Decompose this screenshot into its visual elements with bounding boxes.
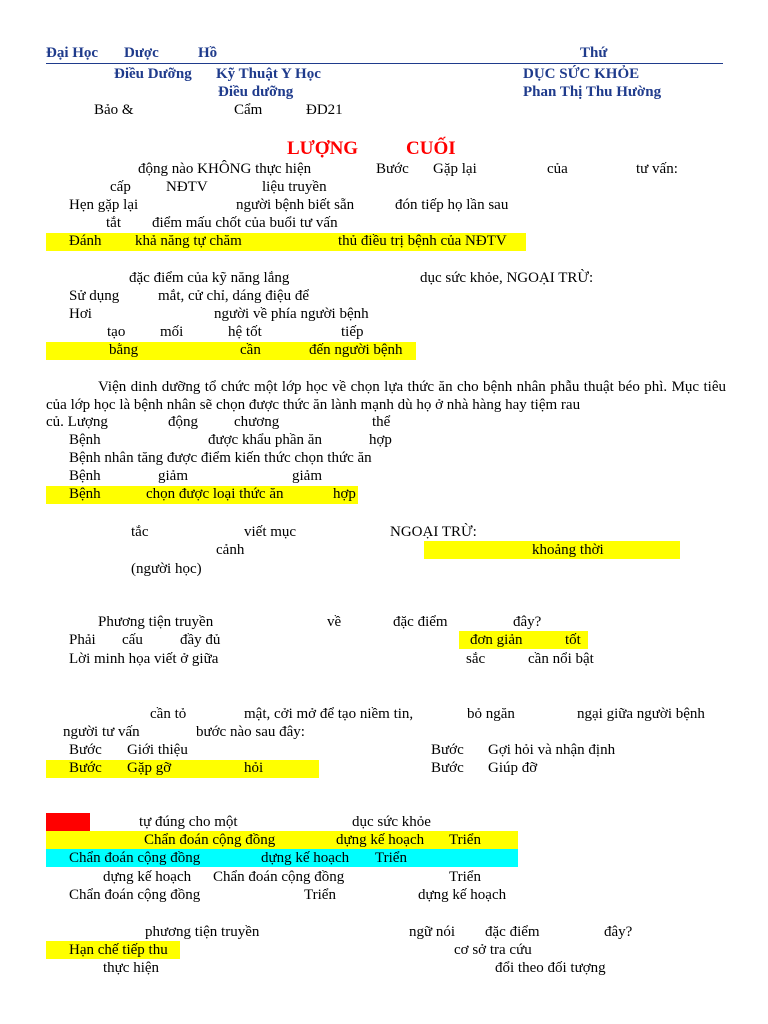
q3-opt1-b: được khẩu phần ăn: [208, 432, 322, 448]
q1-ans-a: Đánh: [69, 233, 102, 249]
q5-stem-c: đặc điểm: [393, 614, 448, 630]
q1-opt2-b: điểm mấu chốt của buổi tư vấn: [152, 215, 338, 231]
q5-opt1-e: tốt: [565, 632, 581, 648]
q5-stem-a: Phương tiện truyền: [98, 614, 214, 630]
q1-stem-b: Bước: [376, 161, 409, 177]
q3-opt1-a: Bệnh: [69, 432, 101, 448]
q6-opt2-a: Bước: [431, 742, 464, 758]
q5-opt2-c: cần nổi bật: [528, 651, 594, 667]
q4-stem-a: tắc: [131, 524, 149, 540]
q6-stem-c: bỏ ngăn: [467, 706, 515, 722]
q6-opt4-b: Giúp đỡ: [488, 760, 538, 776]
q2-ans-a: bằng: [109, 342, 139, 358]
q1-opt2-a: tắt: [106, 215, 121, 231]
q8-stem-a: phương tiện truyền: [145, 924, 260, 940]
q7-opt2-c: Triển: [375, 850, 407, 866]
q2-stem-a: đặc điểm của kỹ năng lắng: [129, 270, 290, 286]
q2-ans-b: cần: [240, 342, 261, 358]
q3-ans-c: hợp: [333, 486, 356, 502]
q1-stem-d: của: [547, 161, 568, 177]
header-duoc: Dược: [124, 45, 159, 61]
q1-ans-c: thủ điều trị bệnh của NĐTV: [338, 233, 507, 249]
q2-opt2-a: Hơi: [69, 306, 92, 322]
q5-opt1-d: đơn giản: [470, 632, 523, 648]
q7-opt4-a: Chẩn đoán cộng đồng: [69, 887, 201, 903]
q4-stem-c: NGOẠI TRỪ:: [390, 524, 477, 540]
q3-opt3-a: Bệnh: [69, 468, 101, 484]
q3-cont-d: thể: [372, 414, 391, 430]
q7-opt3-b: Chẩn đoán cộng đồng: [213, 869, 345, 885]
q2-opt3-c: hệ tốt: [228, 324, 262, 340]
q8-opt2: cơ sở tra cứu: [454, 942, 532, 958]
q2-opt3-d: tiếp: [341, 324, 364, 340]
q2-stem-b: dục sức khỏe, NGOẠI TRỪ:: [420, 270, 594, 286]
header-bao: Bảo &: [94, 102, 134, 118]
q7-opt2-a: Chẩn đoán cộng đồng: [69, 850, 201, 866]
q6-opt2-b: Gợi hỏi và nhận định: [488, 742, 616, 758]
header-dieu-duong-2: Điều dưỡng: [218, 84, 294, 100]
q7-opt1-b: dựng kế hoạch: [336, 832, 425, 848]
q7-opt1-highlight: [46, 831, 518, 849]
title-cuoi: CUỐI: [406, 138, 456, 159]
q4-line2-b: khoảng thời: [532, 542, 604, 558]
q3-opt2: Bệnh nhân tăng được điểm kiến thức chọn thức ăn: [69, 450, 372, 466]
q3-opt3-c: giảm: [292, 468, 322, 484]
q7-opt2-b: dựng kế hoạch: [261, 850, 350, 866]
header-class-code: ĐD21: [306, 102, 343, 118]
header-duc-suc-khoe: DỤC SỨC KHỎE: [523, 66, 640, 82]
q8-stem-d: đây?: [604, 924, 633, 940]
q7-opt3-a: dựng kế hoạch: [103, 869, 192, 885]
q6-stem-d: ngại giữa người bệnh: [577, 706, 705, 722]
header-ky-thuat: Kỹ Thuật Y Học: [216, 66, 321, 82]
q8-opt3: thực hiện: [103, 960, 160, 976]
header-ho: Hồ: [198, 45, 218, 61]
q6-opt1-a: Bước: [69, 742, 102, 758]
q3-ans-b: chọn được loại thức ăn: [146, 486, 284, 502]
q4-stem-b: viết mục: [244, 524, 297, 540]
q3-cont-c: chương: [234, 414, 280, 430]
q4-line2-a: cảnh: [216, 542, 245, 558]
q1-opt1-b: người bệnh biết sẵn: [236, 197, 355, 213]
q6-ans-b: Gặp gỡ: [127, 760, 172, 776]
q6-opt4-a: Bước: [431, 760, 464, 776]
q1-stem-c: Gặp lại: [433, 161, 477, 177]
q5-stem-d: đây?: [513, 614, 542, 630]
q1-line2-c: liệu truyền: [262, 179, 327, 195]
q7-opt3-c: Triển: [449, 869, 481, 885]
q2-opt3-b: mối: [160, 324, 184, 340]
q1-line2-a: cấp: [110, 179, 131, 195]
q7-stem-b: dục sức khỏe: [352, 814, 431, 830]
q8-stem-b: ngữ nói: [409, 924, 456, 940]
header-thu: Thứ: [580, 45, 608, 61]
q7-stem-a: tự đúng cho một: [139, 814, 238, 830]
q5-stem-b: về: [327, 614, 342, 630]
q5-opt1-b: cấu: [122, 632, 143, 648]
q1-stem-a: động nào KHÔNG thực hiện: [138, 161, 312, 177]
q7-opt4-c: dựng kế hoạch: [418, 887, 507, 903]
q2-opt1-b: mắt, cử chỉ, dáng điệu để: [158, 288, 309, 304]
header-teacher: Phan Thị Thu Hường: [523, 84, 662, 100]
q8-opt4: đổi theo đối tượng: [495, 960, 606, 976]
q3-ans-a: Bệnh: [69, 486, 101, 502]
header-cam: Cẩm: [234, 102, 263, 118]
q5-opt1-c: đầy đủ: [180, 632, 221, 648]
q1-opt1-a: Hẹn gặp lại: [69, 197, 139, 213]
q2-opt2-b: người về phía người bệnh: [214, 306, 369, 322]
q6-line2-b: bước nào sau đây:: [196, 724, 305, 740]
title-luong: LƯỢNG: [287, 138, 359, 159]
header-univ: Đại Học: [46, 45, 99, 61]
q6-line2-a: người tư vấn: [63, 724, 140, 740]
q1-line2-b: NĐTV: [166, 179, 208, 195]
q8-opt1: Hạn chế tiếp thu: [69, 942, 168, 958]
q6-ans-c: hỏi: [244, 760, 264, 776]
q3-paragraph: Viện dinh dưỡng tổ chức một lớp học về chọn lựa thức ăn cho bệnh nhân phẫu thuật béo phì. Mục tiêu của lớp học là bệnh nhân sẽ chọn được thức ăn lành mạnh dù họ ở nhà hàng hay tiệm rau: [46, 379, 726, 413]
q1-stem-e: tư vấn:: [636, 161, 678, 177]
q7-red-marker: [46, 813, 90, 831]
q3-cont-a: củ. Lượng: [46, 414, 108, 430]
q5-opt2-b: sắc: [466, 651, 486, 667]
q7-opt1-a: Chẩn đoán cộng đồng: [144, 832, 276, 848]
q2-opt3-a: tạo: [107, 324, 126, 340]
q8-stem-c: đặc điểm: [485, 924, 540, 940]
q3-opt3-b: giảm: [158, 468, 188, 484]
header-dieu-duong: Điều Dưỡng: [114, 66, 192, 82]
q1-ans-b: khả năng tự chăm: [135, 233, 242, 249]
q6-stem-b: mật, cởi mở để tạo niềm tin,: [244, 706, 414, 722]
q1-opt1-c: đón tiếp họ lần sau: [395, 197, 509, 213]
q6-stem-a: cần tỏ: [150, 706, 187, 722]
q3-opt1-c: hợp: [369, 432, 392, 448]
q5-opt2-a: Lời minh họa viết ở giữa: [69, 651, 219, 667]
header-rule: [46, 63, 723, 64]
q6-opt1-b: Giới thiệu: [127, 742, 188, 758]
q2-opt1-a: Sử dụng: [69, 288, 120, 304]
q3-cont-b: động: [168, 414, 198, 430]
q2-ans-c: đến người bệnh: [309, 342, 403, 358]
q5-opt1-a: Phải: [69, 632, 96, 648]
q4-line3: (người học): [131, 561, 202, 577]
q7-opt1-c: Triển: [449, 832, 481, 848]
q7-opt4-b: Triển: [304, 887, 336, 903]
q6-ans-a: Bước: [69, 760, 102, 776]
